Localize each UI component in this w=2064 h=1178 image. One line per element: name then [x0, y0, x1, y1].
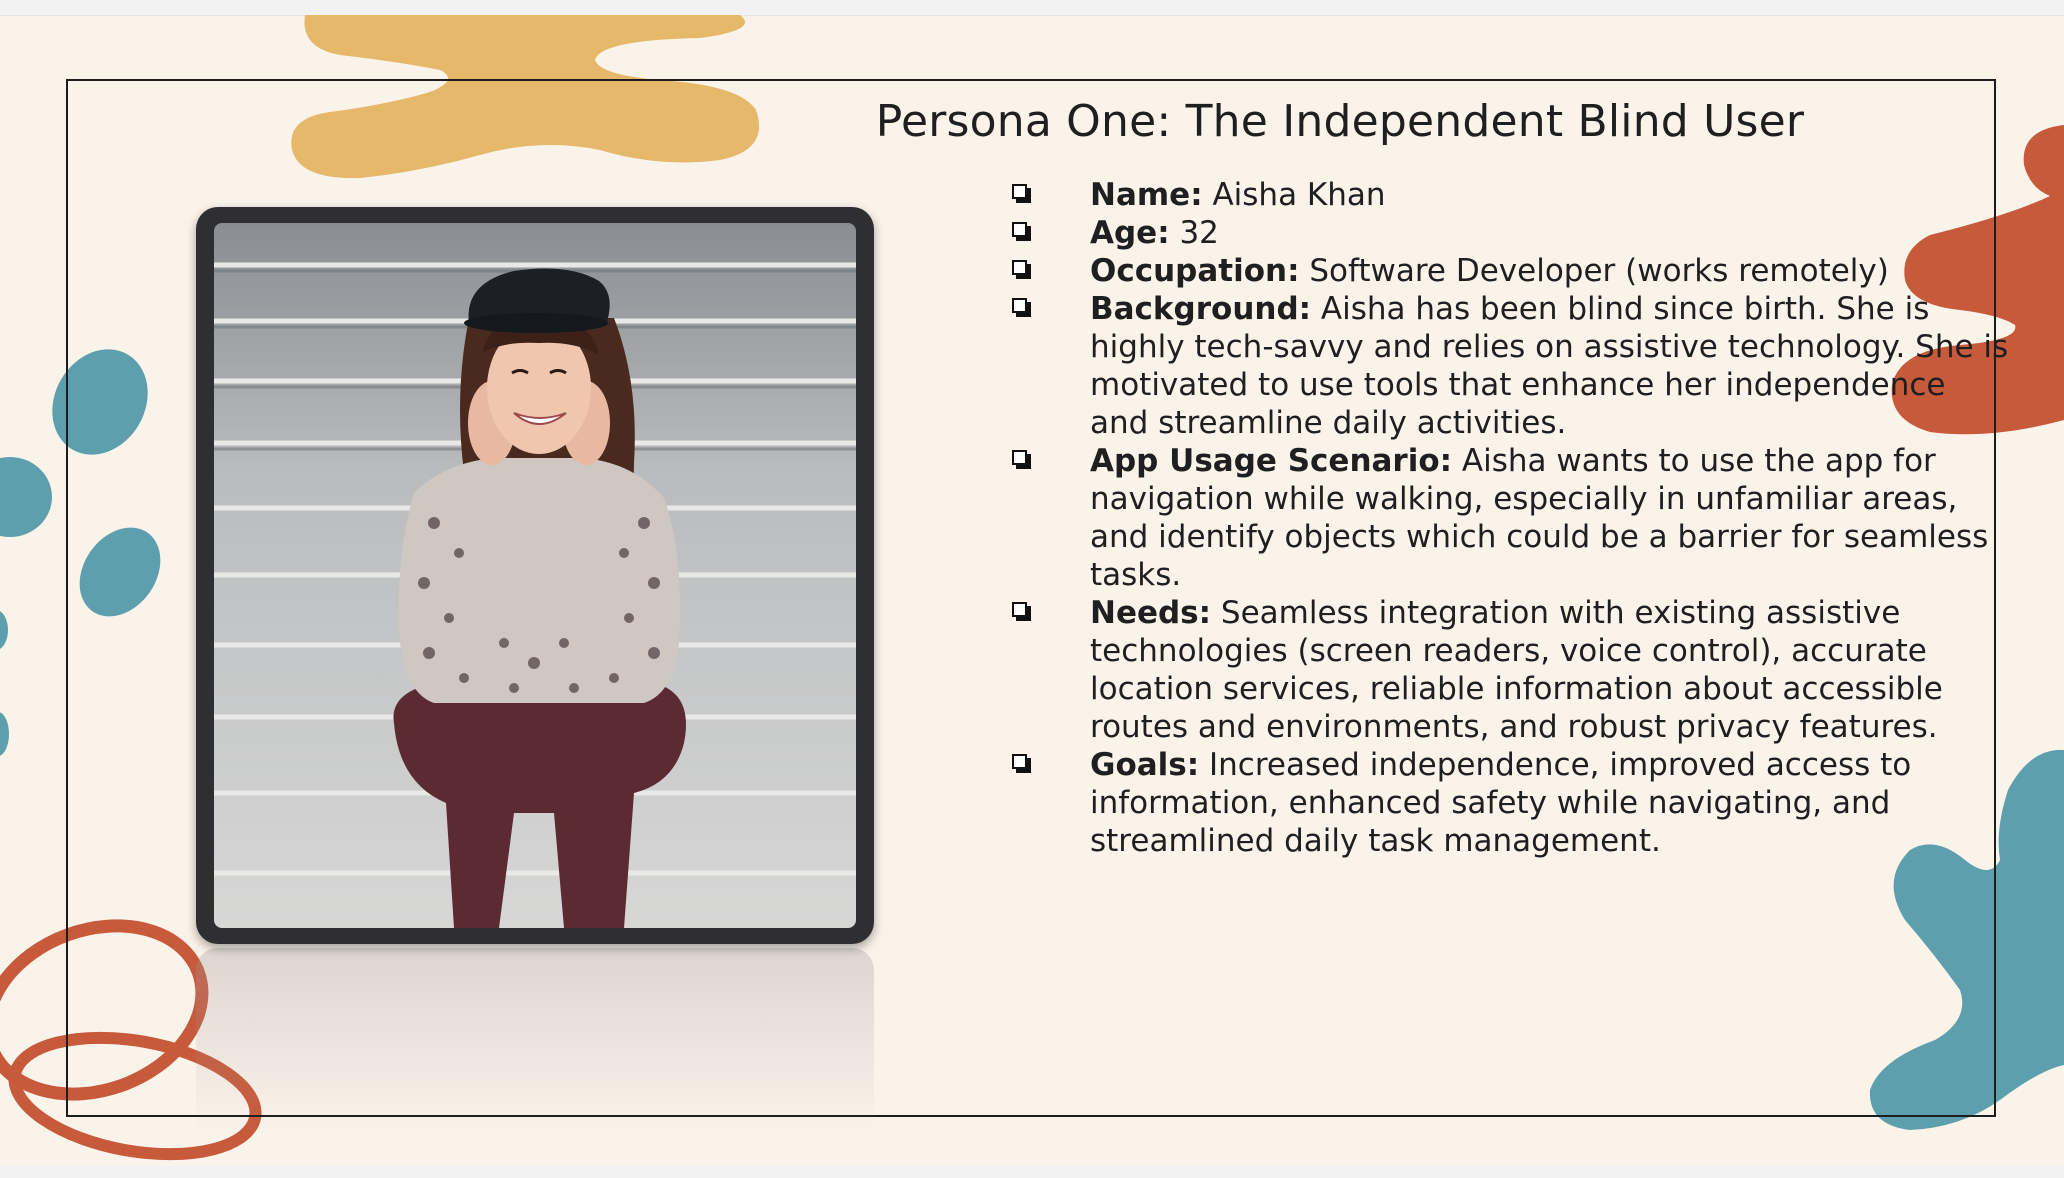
item-text: Increased independence, improved access to information, enhanced safety while navigating, and streamlined daily task management.	[1090, 747, 1912, 859]
checkbox-bullet-icon	[1012, 450, 1027, 465]
item-text: Aisha Khan	[1202, 177, 1386, 213]
teal-blob	[0, 712, 9, 756]
list-item-occupation	[1010, 252, 2010, 290]
item-label: Name:	[1090, 177, 1203, 213]
list-item-goals	[1010, 746, 2010, 860]
teal-blob	[0, 610, 8, 650]
item-label: Goals:	[1090, 747, 1200, 783]
item-text: Aisha wants to use the app for navigation while walking, especially in unfamiliar areas, and identify objects which could be a barrier for seamless tasks.	[1090, 443, 1989, 593]
list-item-name	[1010, 176, 2010, 214]
item-text: 32	[1169, 215, 1219, 251]
list-item-needs	[1010, 594, 2010, 746]
item-label: App Usage Scenario:	[1090, 443, 1453, 479]
item-label: Age:	[1090, 215, 1170, 251]
item-label: Background:	[1090, 291, 1312, 327]
item-text: Aisha has been blind since birth. She is highly tech-savvy and relies on assistive technology. She is motivated to use tools that enhance her independence and streamline daily activities.	[1090, 291, 2009, 441]
persona-photo	[214, 223, 856, 928]
item-text: Software Developer (works remotely)	[1299, 253, 1889, 289]
checkbox-bullet-icon	[1012, 184, 1027, 199]
photo-reflection	[196, 948, 874, 1148]
checkbox-bullet-icon	[1012, 298, 1027, 313]
list-item-age	[1010, 214, 2010, 252]
teal-blob	[0, 457, 52, 537]
item-label: Needs:	[1090, 595, 1212, 631]
list-item-app-usage-scenario	[1010, 442, 2010, 594]
checkbox-bullet-icon	[1012, 260, 1027, 275]
persona-photo-illustration	[214, 223, 856, 928]
list-item-background	[1010, 290, 2010, 442]
persona-photo-frame	[196, 207, 874, 944]
bottom-edge-strip	[0, 1166, 2064, 1178]
persona-details-list	[1010, 176, 2010, 860]
item-label: Occupation:	[1090, 253, 1300, 289]
page-title: Persona One: The Independent Blind User	[875, 96, 1805, 147]
checkbox-bullet-icon	[1012, 602, 1027, 617]
checkbox-bullet-icon	[1012, 222, 1027, 237]
checkbox-bullet-icon	[1012, 754, 1027, 769]
item-text: Seamless integration with existing assistive technologies (screen readers, voice control), accurate location services, reliable information about accessible routes and environments, and robust privacy features.	[1090, 595, 1943, 745]
